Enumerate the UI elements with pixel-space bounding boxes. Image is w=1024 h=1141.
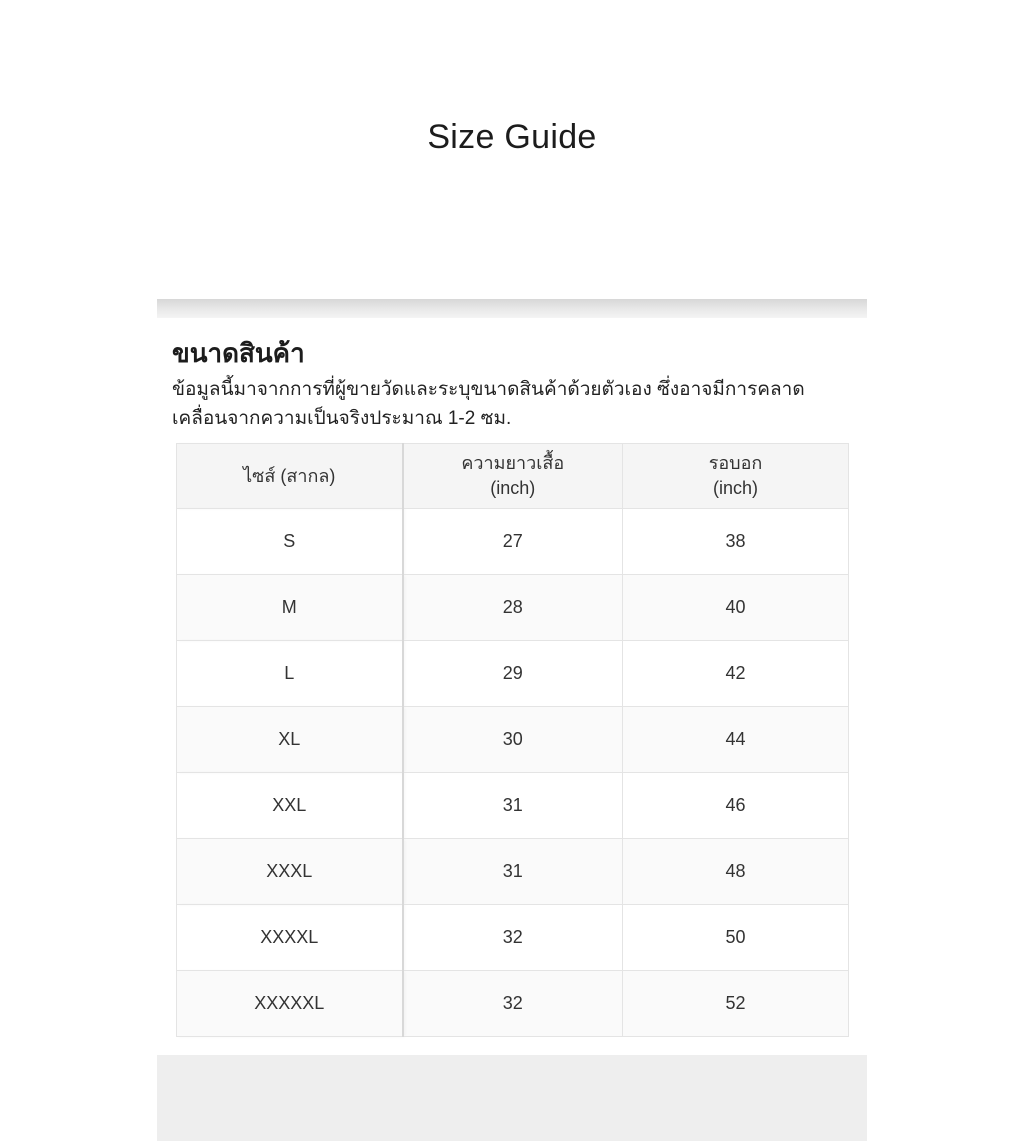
chest-cell: 38 [623,509,849,575]
top-divider-bar [157,299,867,318]
table-row [177,905,849,971]
size-cell: XXXXL [177,905,403,971]
length-cell: 27 [403,509,623,575]
section-description: ข้อมูลนี้มาจากการที่ผู้ขายวัดและระบุขนาดสินค้าด้วยตัวเอง ซึ่งอาจมีการคลาดเคลื่อนจากความเป็นจริงประมาณ 1-2 ซม. [172,379,805,429]
bottom-divider-block [157,1055,867,1141]
column-label: ไซส์ (สากล) [243,465,336,486]
column-header-chest [623,444,849,509]
chest-cell: 40 [623,575,849,641]
chest-cell: 50 [623,905,849,971]
table-header-row [177,444,849,509]
size-table [176,443,849,1037]
table-row [177,773,849,839]
section-heading: ขนาดสินค้า [172,338,305,368]
chest-cell: 52 [623,971,849,1037]
table-row [177,707,849,773]
table-row [177,509,849,575]
column-unit: (inch) [712,478,758,498]
table-row [177,641,849,707]
size-cell: M [177,575,403,641]
size-cell: XXXXXL [177,971,403,1037]
size-cell: XXL [177,773,403,839]
column-unit: (inch) [490,478,536,498]
chest-cell: 46 [623,773,849,839]
size-cell: S [177,509,403,575]
size-cell: XL [177,707,403,773]
column-label: รอบอก [708,453,763,473]
chest-cell: 42 [623,641,849,707]
column-header-size [177,444,403,509]
length-cell: 31 [403,773,623,839]
page-title: Size Guide [427,118,597,156]
chest-cell: 44 [623,707,849,773]
size-cell: XXXL [177,839,403,905]
length-cell: 29 [403,641,623,707]
table-row [177,971,849,1037]
table-row [177,575,849,641]
length-cell: 30 [403,707,623,773]
length-cell: 32 [403,905,623,971]
chest-cell: 48 [623,839,849,905]
table-row [177,839,849,905]
size-guide-content [172,335,854,1037]
column-header-shirt-length [403,444,623,509]
size-cell: L [177,641,403,707]
length-cell: 32 [403,971,623,1037]
column-label: ความยาวเสื้อ [461,453,565,473]
length-cell: 31 [403,839,623,905]
length-cell: 28 [403,575,623,641]
